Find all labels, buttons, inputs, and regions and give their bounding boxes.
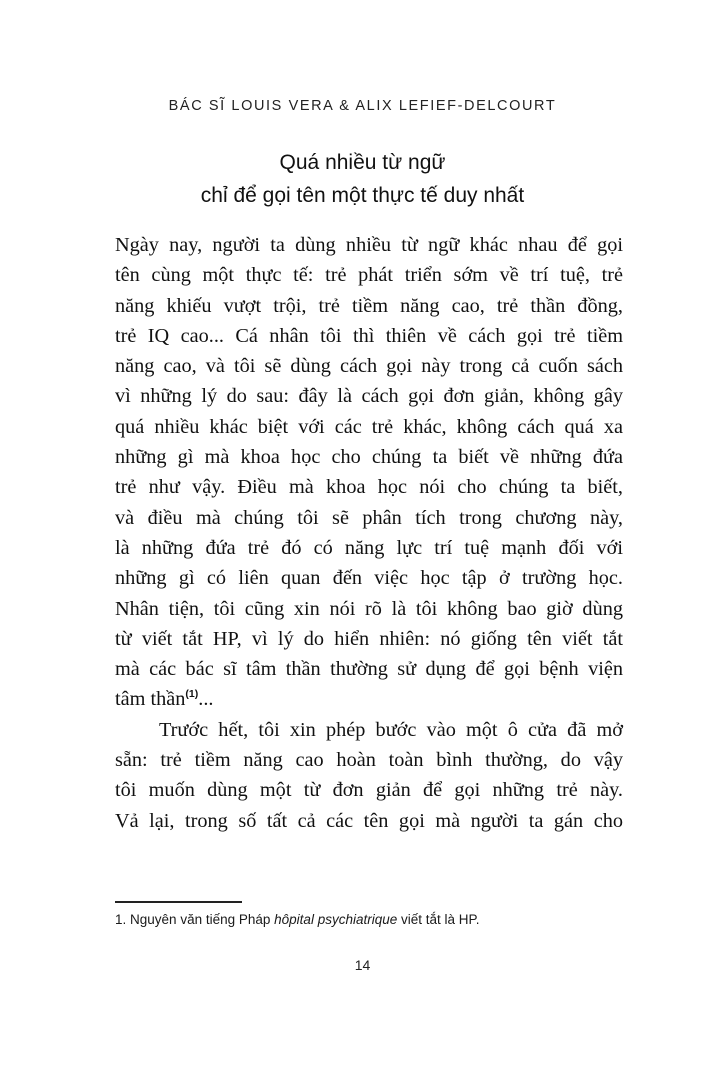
text-line: tên cùng một thực tế: trẻ phát triển sớm về trí tuệ, trẻ xyxy=(115,264,623,287)
body-text xyxy=(115,230,623,836)
text-line: Ngày nay, người ta dùng nhiều từ ngữ khác nhau để gọi xyxy=(115,234,623,256)
text-line: Trước hết, tôi xin phép bước vào một ô cửa đã mở xyxy=(159,718,623,741)
text-line: từ viết tắt HP, vì lý do hiển nhiên: nó giống tên viết tắt xyxy=(115,627,623,650)
chapter-title xyxy=(0,146,725,212)
chapter-title-line-2: chỉ để gọi tên một thực tế duy nhất xyxy=(200,184,525,207)
page-number: 14 xyxy=(354,957,371,973)
text-line: Nhân tiện, tôi cũng xin nói rõ là tôi không bao giờ dùng xyxy=(115,597,623,620)
footnote-text-before: Nguyên văn tiếng Pháp xyxy=(130,912,271,927)
text-line: những gì có liên quan đến việc học tập ở trường học. xyxy=(115,567,623,590)
text-line: Vả lại, trong số tất cả các tên gọi mà người ta gán cho xyxy=(115,809,623,832)
text-line: là những đứa trẻ đó có năng lực trí tuệ mạnh đối với xyxy=(115,536,623,559)
text-line: tôi muốn dùng một từ đơn giản để gọi những trẻ này. xyxy=(115,779,623,802)
text-line: mà các bác sĩ tâm thần thường sử dụng để gọi bệnh viện xyxy=(115,658,623,681)
footnote-number: 1. xyxy=(115,912,127,927)
last-line-text: tâm thần xyxy=(115,688,186,711)
text-line: sẵn: trẻ tiềm năng cao hoàn toàn bình thường, do vậy xyxy=(115,749,623,772)
text-line: năng khiếu vượt trội, trẻ tiềm năng cao, trẻ thần đồng, xyxy=(115,294,623,317)
text-line: những gì mà khoa học cho chúng ta biết về những đứa xyxy=(115,446,623,469)
text-line: quá nhiều khác biệt với các trẻ khác, không cách quá xa xyxy=(115,415,623,438)
footnote-divider xyxy=(115,901,242,903)
footnote-reference: (1) xyxy=(185,688,199,701)
last-line-tail: ... xyxy=(198,688,214,711)
chapter-title-line-1: Quá nhiều từ ngữ xyxy=(279,151,446,174)
footnote xyxy=(115,912,625,927)
text-line: trẻ IQ cao... Cá nhân tôi thì thiên về cách gọi trẻ tiềm xyxy=(115,324,623,347)
running-header: BÁC SĨ LOUIS VERA & ALIX LEFIEF-DELCOURT xyxy=(168,98,557,114)
paragraph-1 xyxy=(115,230,623,715)
text-line: và điều mà chúng tôi sẽ phân tích trong chương này, xyxy=(115,506,623,529)
footnote-text-after: viết tắt là HP. xyxy=(401,912,480,927)
text-line xyxy=(115,684,623,714)
text-line: vì những lý do sau: đây là cách gọi đơn giản, không gây xyxy=(115,385,623,408)
paragraph-2 xyxy=(115,715,623,836)
text-line: năng cao, và tôi sẽ dùng cách gọi này trong cả cuốn sách xyxy=(115,355,623,378)
footnote-italic-term: hôpital psychiatrique xyxy=(274,912,398,927)
text-line: trẻ như vậy. Điều mà khoa học nói cho chúng ta biết, xyxy=(115,476,623,499)
